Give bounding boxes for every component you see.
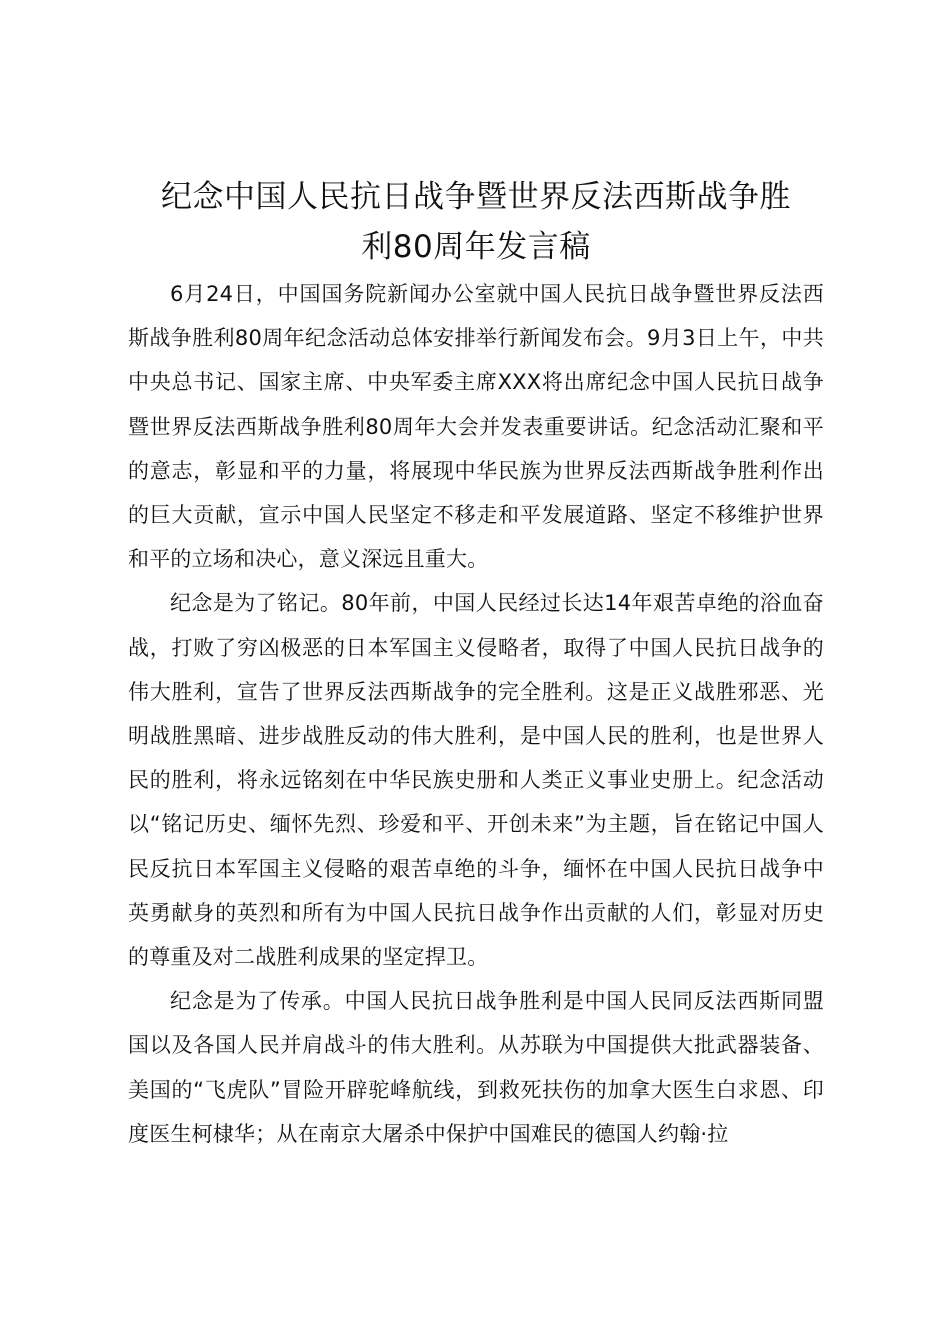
document-body (128, 172, 824, 1156)
document-title (128, 172, 824, 272)
paragraph-remember: 纪念是为了铭记。80年前，中国人民经过长达14年艰苦卓绝的浴血奋战，打败了穷凶极恶的日本军国主义侵略者，取得了中国人民抗日战争的伟大胜利，宣告了世界反法西斯战争的完全胜利。这是正义战胜邪恶、光明战胜黑暗、进步战胜反动的伟大胜利，是中国人民的胜利，也是世界人民的胜利，将永远铭刻在中华民族史册和人类正义事业史册上。纪念活动以“铭记历史、缅怀先烈、珍爱和平、开创未来”为主题，旨在铭记中国人民反抗日本军国主义侵略的艰苦卓绝的斗争，缅怀在中国人民抗日战争中英勇献身的英烈和所有为中国人民抗日战争作出贡献的人们，彰显对历史的尊重及对二战胜利成果的坚定捍卫。 (128, 591, 824, 970)
title-line-2: 利80周年发言稿 (361, 229, 591, 265)
paragraph-inherit: 纪念是为了传承。中国人民抗日战争胜利是中国人民同反法西斯同盟国以及各国人民并肩战斗的伟大胜利。从苏联为中国提供大批武器装备、美国的“飞虎队”冒险开辟驼峰航线，到救死扶伤的加拿大医生白求恩、印度医生柯棣华；从在南京大屠杀中保护中国难民的德国人约翰·拉 (128, 989, 824, 1146)
paragraph-intro: 6月24日，中国国务院新闻办公室就中国人民抗日战争暨世界反法西斯战争胜利80周年纪念活动总体安排举行新闻发布会。9月3日上午，中共中央总书记、国家主席、中央军委主席XXX将出席纪念中国人民抗日战争暨世界反法西斯战争胜利80周年大会并发表重要讲话。纪念活动汇聚和平的意志，彰显和平的力量，将展现中华民族为世界反法西斯战争胜利作出的巨大贡献，宣示中国人民坚定不移走和平发展道路、坚定不移维护世界和平的立场和决心，意义深远且重大。 (128, 282, 824, 572)
title-line-1: 纪念中国人民抗日战争暨世界反法西斯战争胜 (161, 179, 791, 215)
